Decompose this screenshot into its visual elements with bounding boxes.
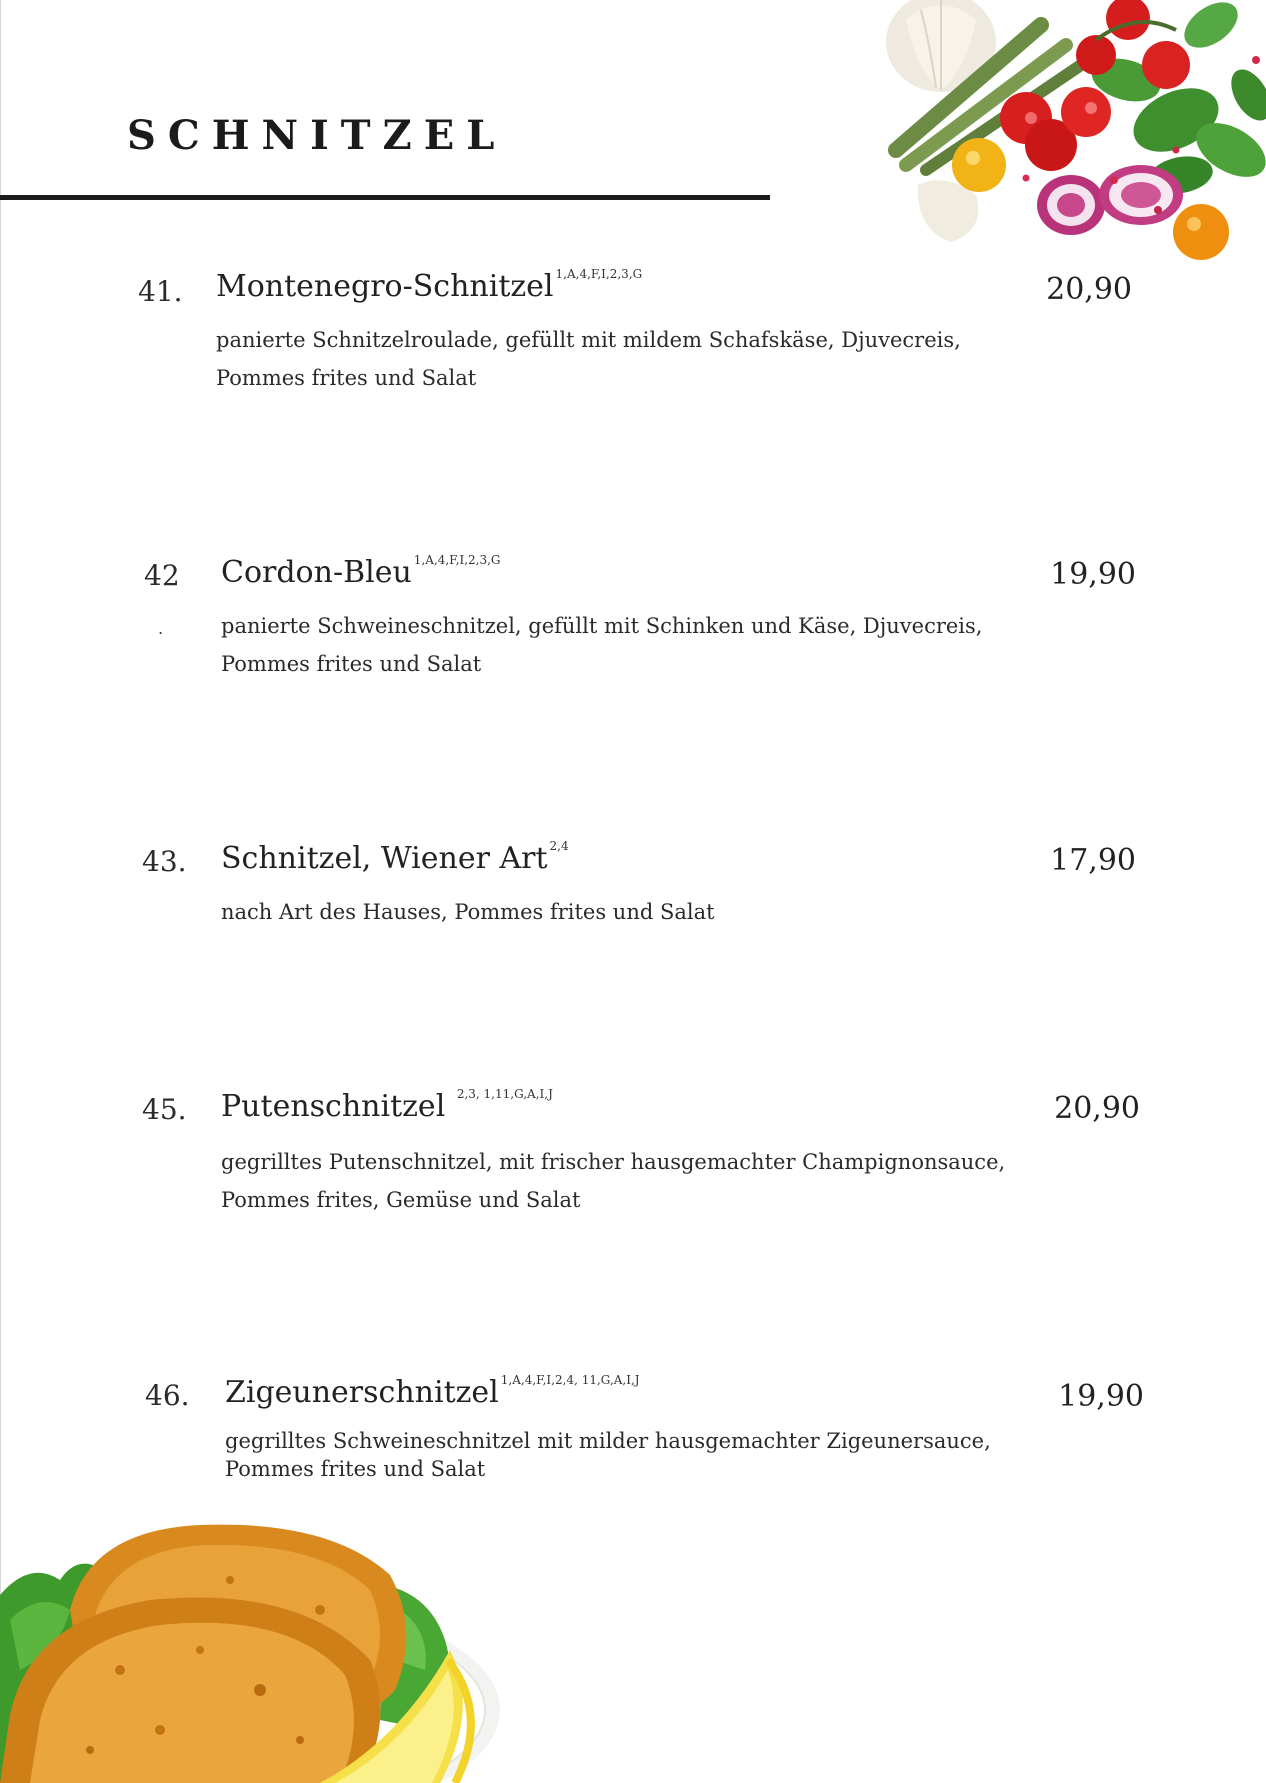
item-number: 46. bbox=[145, 1379, 190, 1412]
item-price: 19,90 bbox=[1050, 557, 1136, 592]
item-name bbox=[221, 555, 501, 590]
item-description: panierte Schnitzelroulade, gefüllt mit mildem Schafskäse, Djuvecreis, Pommes frites und Salat bbox=[216, 328, 961, 390]
item-description: panierte Schweineschnitzel, gefüllt mit Schinken und Käse, Djuvecreis, Pommes frites und Salat bbox=[221, 614, 983, 676]
item-price: 17,90 bbox=[1050, 843, 1136, 878]
item-name bbox=[216, 269, 642, 304]
item-allergens: 1,A,4,F,I,2,4, 11,G,A,I,J bbox=[500, 1373, 640, 1387]
item-number: 43. bbox=[142, 845, 187, 878]
page-title: SCHNITZEL bbox=[127, 112, 507, 159]
vegetables-image bbox=[876, 0, 1266, 270]
item-description: nach Art des Hauses, Pommes frites und Salat bbox=[221, 900, 715, 924]
item-name-text: Schnitzel, Wiener Art bbox=[221, 841, 548, 876]
item-name bbox=[225, 1375, 640, 1410]
item-marker: . bbox=[158, 619, 164, 638]
item-price: 20,90 bbox=[1054, 1091, 1140, 1126]
item-number: 45. bbox=[142, 1093, 187, 1126]
item-allergens: 2,3, 1,11,G,A,I,J bbox=[456, 1087, 553, 1101]
schnitzel-image bbox=[0, 1500, 500, 1783]
item-description: gegrilltes Schweineschnitzel mit milder hausgemachter Zigeunersauce, Pommes frites und Salat bbox=[225, 1429, 991, 1481]
item-name-text: Cordon-Bleu bbox=[221, 555, 412, 590]
item-allergens: 2,4 bbox=[549, 839, 569, 853]
item-description: gegrilltes Putenschnitzel, mit frischer hausgemachter Champignonsauce, Pommes frites, Gemüse und Salat bbox=[221, 1150, 1006, 1212]
item-name-text: Putenschnitzel bbox=[221, 1089, 455, 1124]
item-number: 41. bbox=[138, 275, 183, 308]
item-allergens: 1,A,4,F,I,2,3,G bbox=[555, 267, 643, 281]
title-divider bbox=[0, 195, 770, 200]
item-name-text: Montenegro-Schnitzel bbox=[216, 269, 554, 304]
item-name bbox=[221, 1089, 553, 1124]
item-number: 42 bbox=[144, 559, 180, 592]
item-price: 20,90 bbox=[1046, 272, 1132, 307]
item-name-text: Zigeunerschnitzel bbox=[225, 1375, 499, 1410]
item-name bbox=[221, 841, 569, 876]
item-price: 19,90 bbox=[1058, 1379, 1144, 1414]
item-allergens: 1,A,4,F,I,2,3,G bbox=[413, 553, 501, 567]
